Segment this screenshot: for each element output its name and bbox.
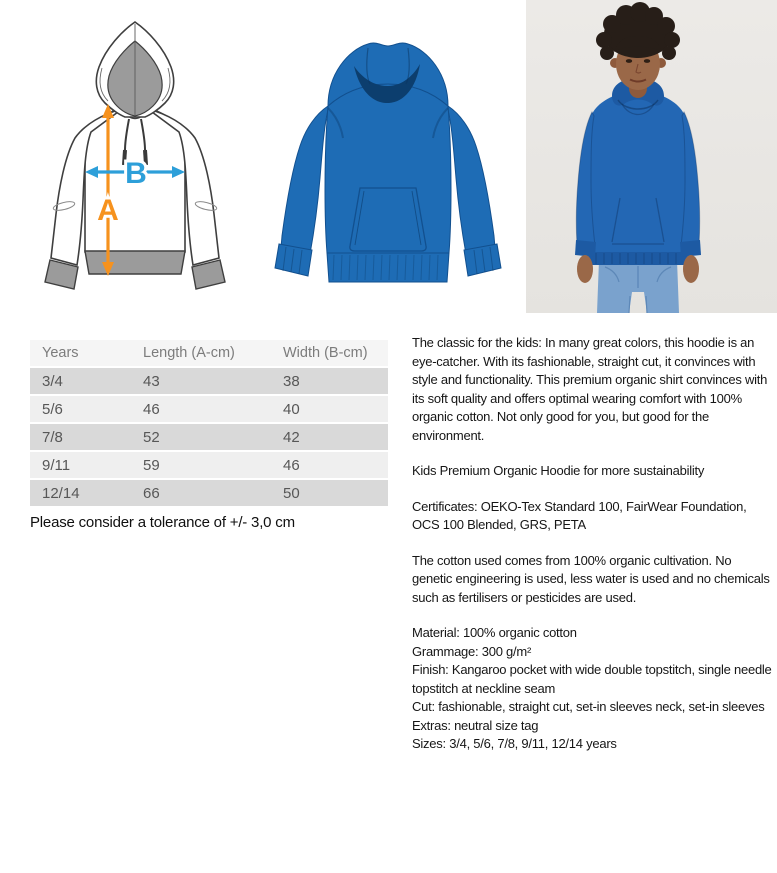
cell-years: 5/6: [42, 400, 63, 418]
spec-grammage: Grammage: 300 g/m²: [412, 643, 532, 659]
header-length: Length (A-cm): [131, 340, 271, 366]
product-photo-flat[interactable]: [262, 10, 508, 302]
table-row: [30, 424, 388, 450]
product-photo-model[interactable]: [526, 0, 777, 313]
spec-extras: Extras: neutral size tag: [412, 717, 539, 733]
label-b: B: [125, 157, 147, 190]
size-table-header-row: [30, 340, 388, 366]
description-sustainability: Kids Premium Organic Hoodie for more sustainability: [412, 463, 705, 478]
table-row: [30, 396, 388, 422]
cell-length: 66: [143, 484, 160, 502]
description-cotton: The cotton used comes from 100% organic cultivation. No genetic engineering is used, less water is used and no chemicals such as fertilisers or pesticides are used.: [412, 552, 770, 605]
size-table: [30, 338, 388, 508]
flat-hem-band: [327, 253, 449, 282]
cell-length: 52: [143, 428, 160, 446]
spec-material: Material: 100% organic cotton: [412, 625, 577, 640]
header-years: Years: [30, 340, 131, 366]
size-table-section: [30, 338, 388, 531]
product-specs: [412, 624, 774, 754]
tolerance-note: Please consider a tolerance of +/- 3,0 cm: [30, 514, 295, 531]
cell-width: 50: [283, 484, 300, 502]
cell-width: 42: [283, 428, 300, 446]
description-intro: The classic for the kids: In many great colors, this hoodie is an eye-catcher. With its fashionable, straight cut, it convinces with style and functionality. This premium organic shirt convinces with its soft quality and offers optimal wearing comfort with 100% organic cotton. Not only good for you, but good for the environment.: [412, 335, 768, 443]
model-right-cuff: [680, 240, 701, 257]
hoodie-sketch: [25, 8, 255, 300]
product-description: [412, 334, 774, 754]
cell-length: 59: [143, 456, 160, 474]
cell-length: 46: [143, 400, 160, 418]
size-diagram-image[interactable]: [25, 8, 255, 300]
sketch-hood: [96, 22, 173, 117]
table-row: [30, 452, 388, 478]
cell-width: 40: [283, 400, 300, 418]
model-left-hand: [577, 255, 593, 283]
model-hoodie-torso: [586, 93, 690, 252]
flat-left-sleeve: [275, 106, 328, 276]
cell-years: 12/14: [42, 484, 80, 502]
cell-years: 7/8: [42, 428, 63, 446]
description-certificates: Certificates: OEKO-Tex Standard 100, FairWear Foundation, OCS 100 Blended, GRS, PETA: [412, 498, 747, 532]
model-photo-graphic: [526, 0, 777, 313]
spec-cut: Cut: fashionable, straight cut, set-in sleeves neck, set-in sleeves: [412, 699, 765, 714]
model-left-cuff: [575, 240, 596, 257]
model-hem-band: [588, 252, 688, 265]
cell-length: 43: [143, 372, 160, 390]
table-row: [30, 368, 388, 394]
cell-years: 9/11: [42, 456, 71, 474]
cell-width: 38: [283, 372, 300, 390]
header-width: Width (B-cm): [271, 340, 388, 366]
model-right-hand: [683, 255, 699, 283]
flat-right-sleeve: [448, 106, 501, 276]
cell-years: 3/4: [42, 372, 63, 390]
cell-width: 46: [283, 456, 300, 474]
spec-sizes: Sizes: 3/4, 5/6, 7/8, 9/11, 12/14 years: [412, 736, 617, 751]
spec-finish: Finish: Kangaroo pocket with wide double topstitch, single needle topstitch at neckline seam: [412, 662, 772, 696]
table-row: [30, 480, 388, 506]
sketch-hem-band: [85, 251, 185, 274]
flat-kangaroo-pocket: [350, 188, 426, 251]
label-a: A: [97, 194, 119, 227]
flat-hoodie-graphic: [262, 10, 508, 302]
